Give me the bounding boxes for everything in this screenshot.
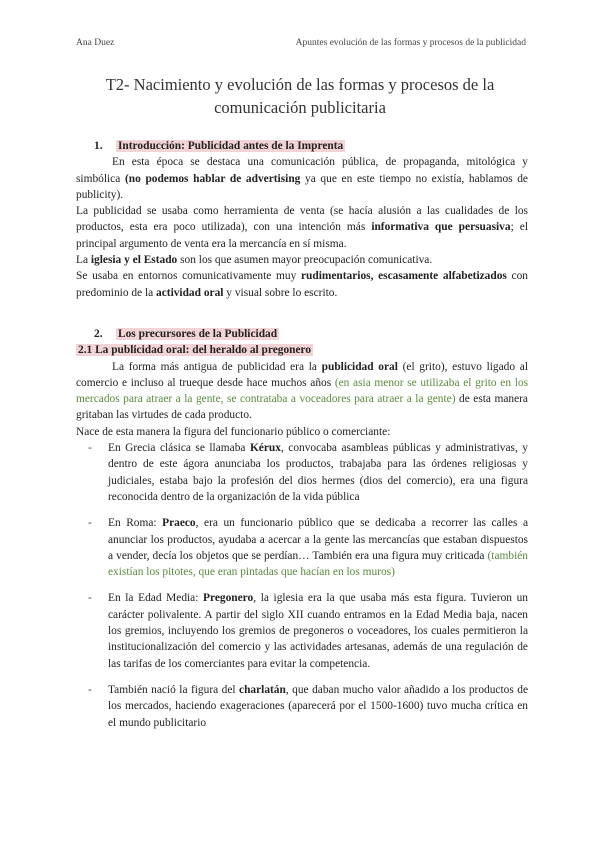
section-precursores <box>76 326 528 731</box>
text: con predominio de la <box>76 270 528 299</box>
text: , era un funcionario público que se dedicaba a recorrer las calles a anunciar los productos, ayudaba a acercar a la gente las mercancías que estaban dispuestos a vender, decía los objetos que se perdían… También era una figura muy criticada <box>108 517 528 562</box>
green-note: (también existían los pitotes, que eran pintadas que hacían en los muros) <box>108 549 528 579</box>
subsection-2-1-heading-text: 2.1 La publicidad oral: del heraldo al pregonero <box>78 344 312 357</box>
text: En esta época se destaca una comunicación pública, de propaganda, mitológica y simbólica <box>76 156 528 185</box>
bold-text: Kérux <box>249 442 281 455</box>
paragraph-nace-figura: Nace de esta manera la figura del funcionario público o comerciante: <box>76 425 391 438</box>
section-2-heading-text: Los precursores de la Publicidad <box>118 328 278 340</box>
text: En Grecia clásica se llamaba <box>108 442 250 455</box>
text: Se usaba en entornos comunicativamente muy <box>76 270 301 283</box>
list-item-edad-media <box>76 590 528 671</box>
section-2-number: 2. <box>94 328 103 340</box>
text: ; el principal argumento de venta era la mercancía en sí misma. <box>76 221 528 250</box>
bold-text: charlatán <box>239 683 286 696</box>
text: , convocaba asambleas públicas y administrativas, y dentro de este ágora anunciaba los productos, trabajaba para las órdenes religiosas y judiciales, estaba bajo la profesión del dios hermes (dios del comercio), era una figura reconocida dentro de la organización de la vida pública <box>108 442 528 503</box>
paragraph-publicidad-oral <box>76 359 528 424</box>
section-1-number: 1. <box>94 140 103 152</box>
section-1-heading <box>76 138 528 154</box>
paragraph-epoca <box>76 154 528 203</box>
list-item-grecia <box>76 440 528 505</box>
text: (el grito), estuvo ligado al comercio e incluso al trueque desde hace muchos años <box>76 360 528 389</box>
text: También nació la figura del <box>108 683 240 696</box>
list-item-roma <box>76 515 528 580</box>
list-item-charlatan <box>76 682 528 731</box>
bold-text: publicidad oral <box>321 360 398 373</box>
text: La publicidad se usaba como herramienta de venta (se hacía alusión a las cualidades de los productos, esta era poco utilizada), con una intención más <box>76 205 528 234</box>
paragraph-herramienta <box>76 203 528 252</box>
text: de esta manera gritaban las virtudes de cada producto. <box>76 393 528 422</box>
header-doc-title: Apuntes evolución de las formas y procesos de la publicidad <box>295 38 526 48</box>
bold-text: Praeco <box>162 517 196 530</box>
bold-text: (no podemos hablar de advertising <box>124 172 301 185</box>
subsection-2-1-heading <box>76 342 528 358</box>
text: son los que asumen mayor preocupación comunicativa. <box>177 254 433 267</box>
section-introduccion <box>76 138 528 301</box>
text: , que daban mucho valor añadido a los productos de los mercados, haciendo exageraciones (aparecerá por el 1500-1600) tuvo mucha crítica en el mundo publicitario <box>108 683 528 729</box>
section-2-heading <box>76 326 528 342</box>
bold-text: informativa que persuasiva <box>371 221 511 234</box>
text: ya que en este tiempo no existía, hablamos de publicity). <box>76 172 528 201</box>
paragraph-entornos <box>76 268 528 301</box>
text: La forma más antigua de publicidad era la <box>112 360 322 373</box>
bold-text: actividad oral <box>156 286 224 299</box>
page-title <box>0 73 600 119</box>
header-author: Ana Duez <box>76 38 115 48</box>
section-1-heading-text: Introducción: Publicidad antes de la Imprenta <box>118 140 344 152</box>
paragraph-iglesia <box>76 252 528 268</box>
title-line-1: T2- Nacimiento y evolución de las formas y procesos de la <box>105 75 495 94</box>
title-line-2: comunicación publicitaria <box>214 98 386 117</box>
text: , la iglesia era la que usaba más esta figura. Tuvieron un carácter polivalente. A partir del siglo XII cuando entramos en la Edad Media baja, nacen los gremios, incluyendo los gremios de pregoneros o voceadores, los cuales permitieron la institucionalización del comercio y las actividades artesanas, además de una regulación de las tarifas de los comerciantes para evitar la competencia. <box>108 592 528 670</box>
text: En la Edad Media: <box>108 592 204 605</box>
figures-list <box>76 440 528 731</box>
bold-text: iglesia y el Estado <box>90 254 178 267</box>
text: La <box>76 254 91 267</box>
text: y visual sobre lo escrito. <box>223 286 338 299</box>
text: En Roma: <box>108 517 163 530</box>
green-note: (en asia menor se utilizaba el grito en los mercados para atraer a la gente, se contrataba a voceadores para atraer a la gente) <box>76 376 528 406</box>
bold-text: rudimentarios, escasamente alfabetizados <box>300 270 507 283</box>
bold-text: Pregonero <box>203 592 254 605</box>
